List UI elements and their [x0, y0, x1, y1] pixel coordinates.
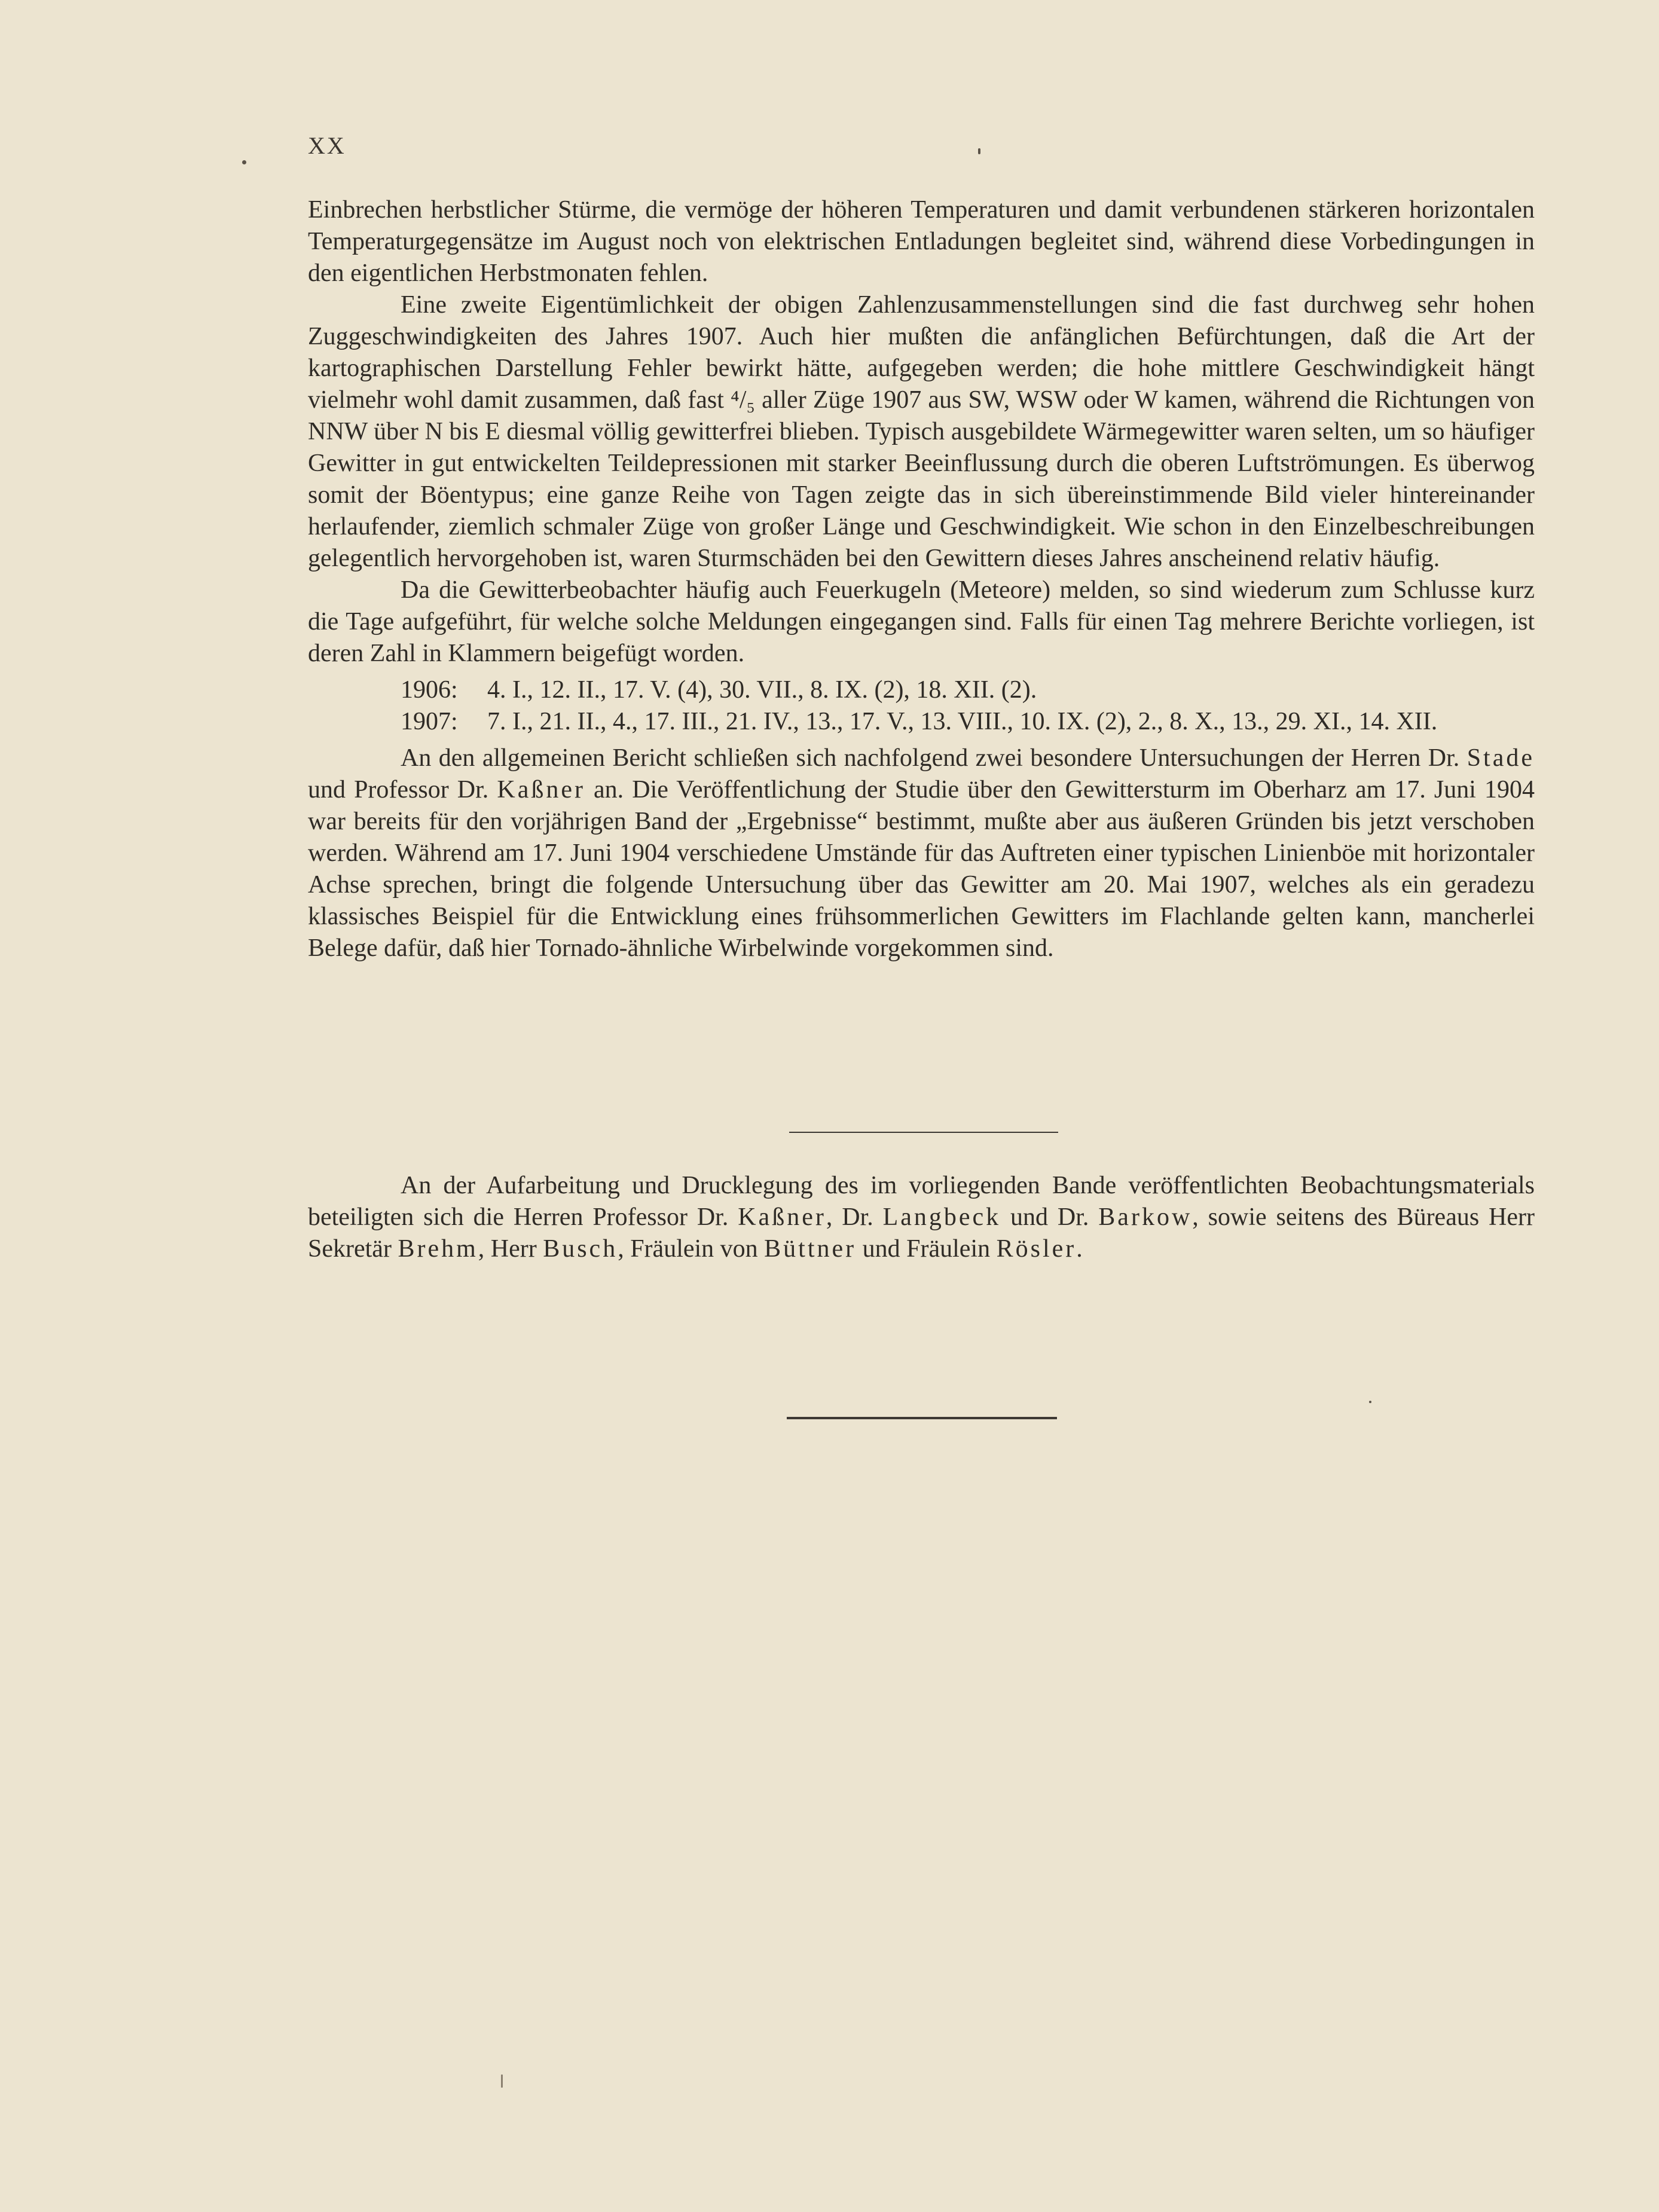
meteor-year-1907: 1907: [401, 708, 458, 735]
text-segment: An der Aufarbeitung und Drucklegung des im vorliegenden Bande veröffentlichten Beobachtungsmaterials beteiligten sich die Herren Professor Dr. [308, 1172, 1535, 1231]
meteor-year-1906: 1906: [401, 676, 458, 704]
page-number: XX [308, 132, 346, 159]
text-segment: , sowie seitens des Büreaus Herr Sekretär [308, 1203, 1535, 1263]
person-name-brehm: Brehm [398, 1235, 478, 1263]
person-name-buettner: Büttner [764, 1235, 857, 1263]
person-name-kassner: Kaßner [738, 1203, 826, 1231]
person-name-roesler: Rösler [996, 1235, 1077, 1263]
person-name-busch: Busch [543, 1235, 618, 1263]
text-segment: , Herr [478, 1235, 543, 1263]
text-segment: und Fräulein [856, 1235, 997, 1263]
end-divider [787, 1417, 1057, 1419]
meteor-dates-row-1906 [401, 674, 1535, 706]
person-name-langbeck: Langbeck [882, 1203, 1001, 1231]
text-segment: An den allgemeinen Bericht schließen sich nachfolgend zwei besondere Untersuchungen der Herren Dr. [401, 744, 1467, 772]
paragraph-autumn-storms: Einbrechen herbstlicher Stürme, die vermöge der höheren Temperaturen und damit verbundenen stärkeren horizontalen Temperaturgegensätze im August noch von elektrischen Entladungen begleitet sind, während diese Vorbedingungen in den eigentlichen Herbstmonaten fehlen. [308, 196, 1535, 287]
person-name-barkow: Barkow [1098, 1203, 1193, 1231]
paragraph-acknowledgements [308, 1170, 1535, 1265]
meteor-dates-row-1907 [401, 706, 1535, 738]
text-segment: an. Die Veröffentlichung der Studie über den Gewittersturm im Oberharz am 17. Juni 1904 war bereits für den vorjährigen Band der „Ergebnisse“ bestimmt, mußte aber aus äußeren Gründen bis jetzt verschoben werden. Während am 17. Juni 1904 verschiedene Umstände für das Auftreten einer typischen Linienböe mit horizontaler Achse sprechen, bringt die folgende Untersuchung über das Gewitter am 20. Mai 1907, welches als ein geradezu klassisches Beispiel für die Entwicklung eines frühsommerlichen Gewitters im Flachlande gelten kann, mancherlei Belege dafür, daß hier Tornado-ähnliche Wirbelwinde vorgekommen sind. [308, 776, 1535, 962]
author-name-stade: Stade [1466, 744, 1535, 772]
text-segment: und Professor Dr. [308, 776, 497, 803]
paper-speck [1369, 1401, 1371, 1403]
paper-speck [242, 160, 246, 164]
section-divider [789, 1132, 1058, 1133]
acknowledgements-block [308, 1170, 1535, 1265]
author-name-kassner: Kaßner [497, 776, 585, 803]
paragraph-storm-speeds: Eine zweite Eigentümlichkeit der obigen Zahlenzusammenstellungen sind die fast durchweg sehr hohen Zuggeschwindigkeiten des Jahres 1907. Auch hier mußten die anfänglichen Befürchtungen, daß die Art der kartographischen Darstellung Fehler bewirkt hätte, aufgegeben werden; die hohe mittlere Geschwindigkeit hängt vielmehr wohl damit zusammen, daß fast ⁴/₅ aller Züge 1907 aus SW, WSW oder W kamen, während die Richtungen von NNW über N bis E diesmal völlig gewitterfrei blieben. Typisch ausgebildete Wärmegewitter waren selten, um so häufiger Gewitter in gut entwickelten Teildepressionen mit starker Beeinflussung durch die oberen Luftströmungen. Es überwog somit der Böentypus; eine ganze Reihe von Tagen zeigte das in sich übereinstimmende Bild vieler hintereinander herlaufender, ziemlich schmaler Züge von großer Länge und Geschwindigkeit. Wie schon in den Einzelbeschreibungen gelegentlich hervorgehoben ist, waren Sturmschäden bei den Gewittern dieses Jahres anscheinend relativ häufig. [308, 291, 1535, 572]
text-segment: , Dr. [826, 1203, 883, 1231]
text-segment: . [1076, 1235, 1083, 1263]
meteor-dates-1907: 7. I., 21. II., 4., 17. III., 21. IV., 13., 17. V., 13. VIII., 10. IX. (2), 2., 8. X., 13., 29. XI., 14. XII. [487, 708, 1438, 735]
paper-speck [501, 2074, 503, 2088]
paragraph-meteors: Da die Gewitterbeobachter häufig auch Feuerkugeln (Meteore) melden, so sind wiederum zum Schlusse kurz die Tage aufgeführt, für welche solche Meldungen eingegangen sind. Falls für einen Tag mehrere Berichte vorliegen, ist deren Zahl in Klammern beigefügt worden. [308, 576, 1535, 667]
meteor-dates-1906: 4. I., 12. II., 17. V. (4), 30. VII., 8. IX. (2), 18. XII. (2). [487, 676, 1037, 704]
meteor-dates-list [401, 674, 1535, 738]
paragraph-special-studies [308, 743, 1535, 964]
text-segment: , Fräulein von [618, 1235, 765, 1263]
text-segment: und Dr. [1001, 1203, 1099, 1231]
paper-speck [978, 148, 980, 154]
main-text-block [308, 194, 1535, 964]
